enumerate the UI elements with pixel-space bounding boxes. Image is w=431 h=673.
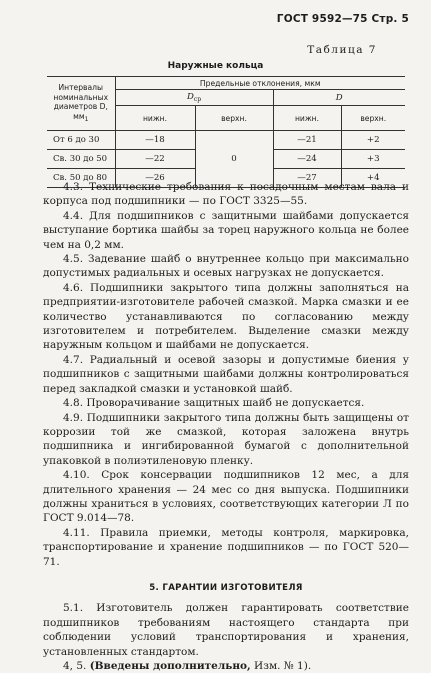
cell-range: Св. 50 до 80 xyxy=(47,169,115,188)
paragraph-4-11: 4.11. Правила приемки, методы контроля, маркировка, транспортирование и хранение подшипников — по ГОСТ 520—71. xyxy=(43,526,409,568)
paragraph-4-10: 4.10. Срок консервации подшипников 12 мес, а для длительного хранения — 24 мес со дня выпуска. Подшипники должны храниться в условиях, соответствующих категории Л по ГОСТ 9.014—78. xyxy=(43,469,409,525)
table-row xyxy=(47,131,405,150)
cell-range: Св. 30 до 50 xyxy=(47,150,115,169)
cell-d-low: —27 xyxy=(273,169,341,188)
cell-d-up: +4 xyxy=(341,169,405,188)
table-number: Таблица 7 xyxy=(307,44,377,56)
paragraph-4-7: 4.7. Радиальный и осевой зазоры и допустимые биения у подшипников с защитными шайбами должны контролироваться перед закладкой смазки и установкой шайб. xyxy=(43,353,409,395)
header-dcp-low: нижн. xyxy=(115,106,195,131)
page-header: ГОСТ 9592—75 Стр. 5 xyxy=(276,13,409,25)
cell-dcp-low: —26 xyxy=(115,169,195,188)
table-caption: Наружные кольца xyxy=(167,61,264,71)
cell-dcp-low: —22 xyxy=(115,150,195,169)
paragraph-4-8: 4.8. Проворачивание защитных шайб не допускается. xyxy=(63,397,365,410)
body-text xyxy=(43,180,409,673)
section-title: 5. ГАРАНТИИ ИЗГОТОВИТЕЛЯ xyxy=(149,582,303,593)
cell-d-up: +3 xyxy=(341,150,405,169)
paragraph-4-3: 4.3. Технические требования к посадочным местам вала и корпуса под подшипники — по ГОСТ 3325—55. xyxy=(43,181,409,208)
group-header: Предельные отклонения, мкм xyxy=(115,77,405,90)
paragraph-4-5: 4.5. Задевание шайб о внутреннее кольцо при максимально допустимых радиальных и осевых нагрузках не допускается. xyxy=(43,253,409,280)
amendment-rest: Изм. № 1). xyxy=(250,660,312,672)
amendment-bold: (Введены дополнительно, xyxy=(89,660,251,672)
cell-d-up: +2 xyxy=(341,131,405,150)
paragraph-4-4: 4.4. Для подшипников с защитными шайбами допускается выступание бортика шайбы за торец наружного кольца не более чем на 0,2 мм. xyxy=(43,209,409,251)
amendment-note xyxy=(43,659,409,673)
cell-d-low: —21 xyxy=(273,131,341,150)
header-dcp-up: верхн. xyxy=(195,106,273,131)
header-d-up: верхн. xyxy=(341,106,405,131)
cell-range: От 6 до 30 xyxy=(47,131,115,150)
cell-dcp-up: 0 xyxy=(195,131,273,188)
header-d-low: нижн. xyxy=(273,106,341,131)
cell-d-low: —24 xyxy=(273,150,341,169)
paragraph-4-9: 4.9. Подшипники закрытого типа должны быть защищены от коррозии той же смазкой, которая заложена внутрь подшипника и ингибированной бумагой с дополнительной упаковкой в полиэтиленовую пленку. xyxy=(43,411,409,467)
paragraph-5-1: 5.1. Изготовитель должен гарантировать соответствие подшипников требованиям настоящего стандарта при соблюдении условий транспортирования и хранения, установленных стандартом. xyxy=(43,602,409,658)
amendment-prefix: 4, 5. xyxy=(63,660,87,672)
header-d: D xyxy=(273,90,405,106)
cell-dcp-low: —18 xyxy=(115,131,195,150)
paragraph-4-6: 4.6. Подшипники закрытого типа должны заполняться на предприятии-изготовителе рабочей смазкой. Марка смазки и ее количество устанавливаются по согласованию между изготовителем и потребителем. Выделение смазки между наружным кольцом и шайбами не допускается. xyxy=(43,281,409,352)
col-header-diameter: Интервалы номинальных диаметров D, $мм_1$ xyxy=(47,77,115,131)
tolerance-table xyxy=(47,76,405,188)
header-dcp: $D_{ср}$ xyxy=(115,90,273,106)
